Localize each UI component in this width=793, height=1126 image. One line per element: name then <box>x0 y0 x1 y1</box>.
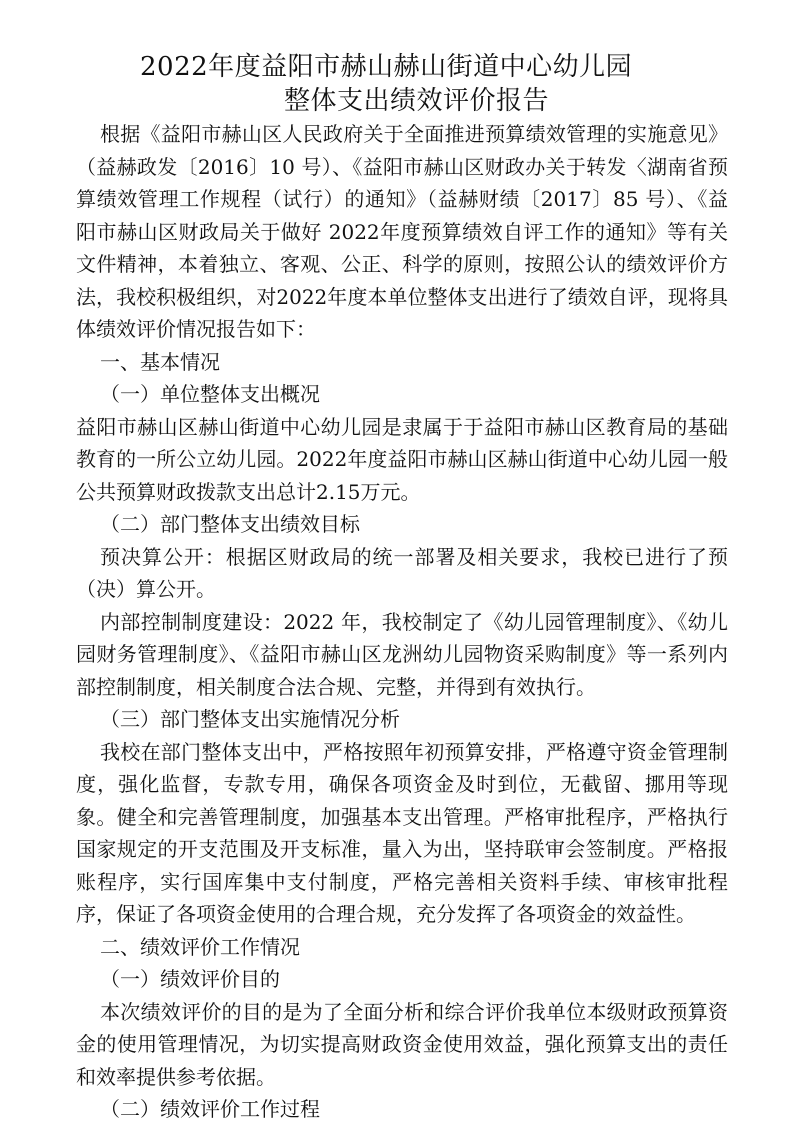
section2-sub1-text: 本次绩效评价的目的是为了全面分析和综合评价我单位本级财政预算资金的使用管理情况，为切实提高财政资金使用效益，强化预算支出的责任和效率提供参考依据。 <box>76 999 728 1089</box>
report-title-line2: 整体支出绩效评价报告 <box>284 86 550 116</box>
intro-paragraph: 根据《益阳市赫山区人民政府关于全面推进预算绩效管理的实施意见》（益赫政发〔2016〕10 号）、《益阳市赫山区财政办关于转发〈湖南省预算绩效管理工作规程（试行）的通知》（益赫财绩〔2017〕85 号）、《益阳市赫山区财政局关于做好 2022年度预算绩效自评工作的通知》等有关文件精神，本着独立、客观、公正、科学的原则，按照公认的绩效评价方法，我校积极组织，对2022年度本单位整体支出进行了绩效自评，现将具体绩效评价情况报告如下： <box>76 122 728 341</box>
section2-sub2-heading: （二）绩效评价工作过程 <box>100 1097 320 1121</box>
section1-sub2-text2: 内部控制制度建设：2022 年，我校制定了《幼儿园管理制度》、《幼儿园财务管理制度》、《益阳市赫山区龙洲幼儿园物资采购制度》等一系列内部控制制度，相关制度合法合规、完整，并得到有效执行。 <box>76 609 728 699</box>
section1-sub2-heading: （二）部门整体支出绩效目标 <box>100 512 360 536</box>
section1-sub3-heading: （三）部门整体支出实施情况分析 <box>100 707 400 731</box>
section1-heading: 一、基本情况 <box>100 349 220 374</box>
section2-heading: 二、绩效评价工作情况 <box>100 934 300 959</box>
section2-sub1-heading: （一）绩效评价目的 <box>100 967 280 991</box>
report-body <box>76 118 728 1126</box>
section1-sub1-heading: （一）单位整体支出概况 <box>100 382 320 406</box>
section1-sub3-text: 我校在部门整体支出中，严格按照年初预算安排，严格遵守资金管理制度，强化监督，专款专用，确保各项资金及时到位，无截留、挪用等现象。健全和完善管理制度，加强基本支出管理。严格审批程序，严格执行国家规定的开支范围及开支标准，量入为出，坚持联审会签制度。严格报账程序，实行国库集中支付制度，严格完善相关资料手续、审核审批程序，保证了各项资金使用的合理合规，充分发挥了各项资金的效益性。 <box>76 739 728 926</box>
report-title-line1: 2022年度益阳市赫山赫山街道中心幼儿园 <box>140 52 633 82</box>
section1-sub2-text1: 预决算公开：根据区财政局的统一部署及相关要求，我校已进行了预（决）算公开。 <box>76 544 728 601</box>
section1-sub1-text: 益阳市赫山区赫山街道中心幼儿园是隶属于于益阳市赫山区教育局的基础教育的一所公立幼儿园。2022年度益阳市赫山区赫山街道中心幼儿园一般公共预算财政拨款支出总计2.15万元。 <box>76 414 728 504</box>
